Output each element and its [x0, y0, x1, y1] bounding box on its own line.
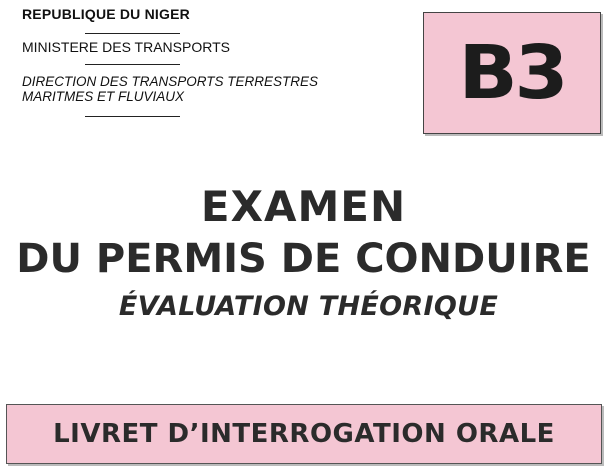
- license-category-code: B3: [458, 30, 566, 116]
- exam-subtitle: ÉVALUATION THÉORIQUE: [118, 291, 499, 322]
- booklet-type-label: LIVRET D’INTERROGATION ORALE: [53, 419, 555, 449]
- direction-name: [22, 74, 382, 104]
- ministry-name: MINISTERE DES TRANSPORTS: [22, 39, 230, 55]
- exam-title-line-1: EXAMEN: [200, 182, 407, 231]
- booklet-type-banner: [6, 404, 602, 464]
- republic-name: REPUBLIQUE DU NIGER: [22, 6, 190, 22]
- direction-line-1: DIRECTION DES TRANSPORTS TERRESTRES: [22, 74, 319, 89]
- exam-title-line-2: DU PERMIS DE CONDUIRE: [16, 236, 591, 282]
- header-divider: [85, 64, 180, 65]
- header-divider: [85, 33, 180, 34]
- direction-line-2: MARITMES ET FLUVIAUX: [22, 89, 185, 104]
- issuing-authority-header: [22, 6, 382, 117]
- header-divider: [85, 116, 180, 117]
- license-category-badge: [423, 12, 601, 134]
